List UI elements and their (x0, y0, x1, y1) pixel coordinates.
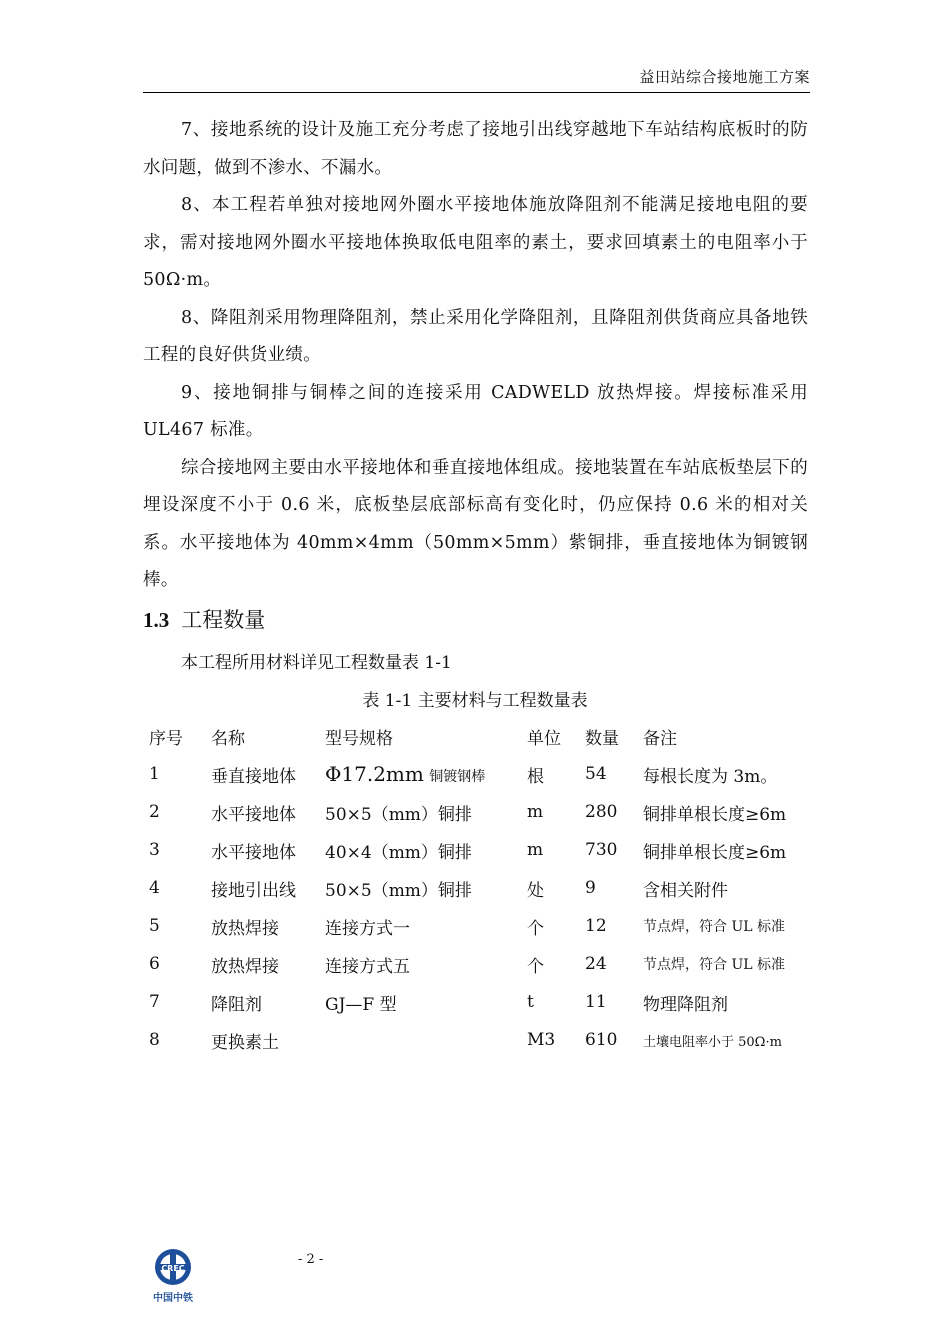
crec-logo-icon (144, 1246, 202, 1306)
table-row (143, 755, 823, 793)
cell-quantity: 280 (585, 802, 618, 822)
cell-note: 含相关附件 (643, 880, 728, 901)
section-title: 工程数量 (181, 608, 266, 632)
cell-unit: M3 (527, 1030, 556, 1050)
header-divider (143, 92, 810, 93)
header-title: 益田站综合接地施工方案 (639, 68, 810, 86)
logo-text: 中国中铁 (153, 1293, 193, 1304)
materials-table (143, 717, 823, 1059)
logo-mark: CREC (161, 1264, 185, 1273)
header-quantity: 数量 (585, 728, 619, 749)
cell-name: 水平接地体 (211, 842, 296, 863)
table-row (143, 945, 823, 983)
cell-spec: 连接方式五 (325, 956, 410, 977)
crec-logo (144, 1246, 202, 1306)
cell-index: 4 (149, 878, 160, 898)
page-number: - 2 - (298, 1252, 324, 1267)
cell-quantity: 11 (585, 992, 607, 1012)
cell-note: 土壤电阻率小于 50Ω·m (643, 1034, 782, 1050)
table-row (143, 1021, 823, 1059)
cell-note: 每根长度为 3m。 (643, 766, 778, 787)
cell-name: 放热焊接 (211, 956, 279, 977)
cell-spec (325, 1021, 527, 1059)
cell-quantity: 12 (585, 916, 607, 936)
cell-index: 7 (149, 992, 160, 1012)
cell-note: 节点焊，符合 UL 标准 (643, 957, 785, 973)
cell-spec-material: 铜镀钢棒 (429, 769, 486, 785)
cell-index: 6 (149, 954, 160, 974)
cell-name: 降阻剂 (211, 994, 262, 1015)
cell-name: 水平接地体 (211, 804, 296, 825)
cell-index: 1 (149, 764, 160, 784)
paragraph-8b: 8、降阻剂采用物理降阻剂，禁止采用化学降阻剂，且降阻剂供货商应具备地铁工程的良好供货业绩。 (143, 307, 808, 365)
cell-spec: 连接方式一 (325, 918, 410, 939)
cell-spec: 50×5（mm）铜排 (325, 804, 472, 825)
paragraph-8a: 8、本工程若单独对接地网外圈水平接地体施放降阻剂不能满足接地电阻的要求，需对接地网外圈水平接地体换取低电阻率的素土，要求回填素土的电阻率小于 50Ω·m。 (143, 195, 808, 290)
paragraph-summary: 综合接地网主要由水平接地体和垂直接地体组成。接地装置在车站底板垫层下的埋设深度不小于 0.6 米，底板垫层底部标高有变化时，仍应保持 0.6 米的相对关系。水平接地体为 40mm×4mm（50mm×5mm）紫铜排，垂直接地体为铜镀钢棒。 (143, 457, 808, 590)
header-name: 名称 (211, 728, 245, 749)
cell-quantity: 9 (585, 878, 596, 898)
cell-name: 更换素土 (211, 1032, 279, 1053)
section-number: 1.3 (143, 608, 170, 632)
paragraph-7: 7、接地系统的设计及施工充分考虑了接地引出线穿越地下车站结构底板时的防水问题，做到不渗水、不漏水。 (143, 120, 808, 178)
cell-note: 铜排单根长度≥6m (643, 842, 787, 863)
section-heading (143, 604, 265, 634)
cell-note: 节点焊，符合 UL 标准 (643, 919, 785, 935)
table-row (143, 831, 823, 869)
cell-unit: 根 (527, 766, 544, 787)
header-spec: 型号规格 (325, 728, 393, 749)
body-text (143, 112, 808, 600)
header-note: 备注 (643, 728, 677, 749)
cell-index: 8 (149, 1030, 160, 1050)
cell-unit: 个 (527, 918, 544, 939)
cell-index: 3 (149, 840, 160, 860)
cell-spec: GJ—F 型 (325, 994, 397, 1015)
cell-quantity: 610 (585, 1030, 618, 1050)
cell-name: 放热焊接 (211, 918, 279, 939)
cell-name: 垂直接地体 (211, 766, 296, 787)
cell-unit: 个 (527, 956, 544, 977)
cell-note: 物理降阻剂 (643, 994, 728, 1015)
cell-spec: 40×4（mm）铜排 (325, 842, 472, 863)
cell-name: 接地引出线 (211, 880, 296, 901)
paragraph-9: 9、接地铜排与铜棒之间的连接采用 CADWELD 放热焊接。焊接标准采用UL467 标准。 (143, 382, 808, 440)
cell-index: 5 (149, 916, 160, 936)
cell-quantity: 730 (585, 840, 618, 860)
header-unit: 单位 (527, 728, 561, 749)
cell-spec: 50×5（mm）铜排 (325, 880, 472, 901)
cell-unit: t (527, 992, 534, 1012)
table-caption: 表 1-1 主要材料与工程数量表 (362, 691, 588, 711)
cell-quantity: 54 (585, 764, 607, 784)
table-row (143, 869, 823, 907)
cell-spec-diameter: Φ17.2mm (325, 762, 424, 786)
cell-unit: 处 (527, 880, 544, 901)
table-header-row (143, 717, 823, 755)
cell-spec (325, 755, 527, 793)
table-intro: 本工程所用材料详见工程数量表 1-1 (181, 653, 452, 673)
header-index: 序号 (149, 728, 183, 749)
cell-unit: m (527, 802, 544, 822)
table-row (143, 907, 823, 945)
cell-note: 铜排单根长度≥6m (643, 804, 787, 825)
cell-quantity: 24 (585, 954, 607, 974)
cell-unit: m (527, 840, 544, 860)
table-row (143, 793, 823, 831)
table-row (143, 983, 823, 1021)
cell-index: 2 (149, 802, 160, 822)
